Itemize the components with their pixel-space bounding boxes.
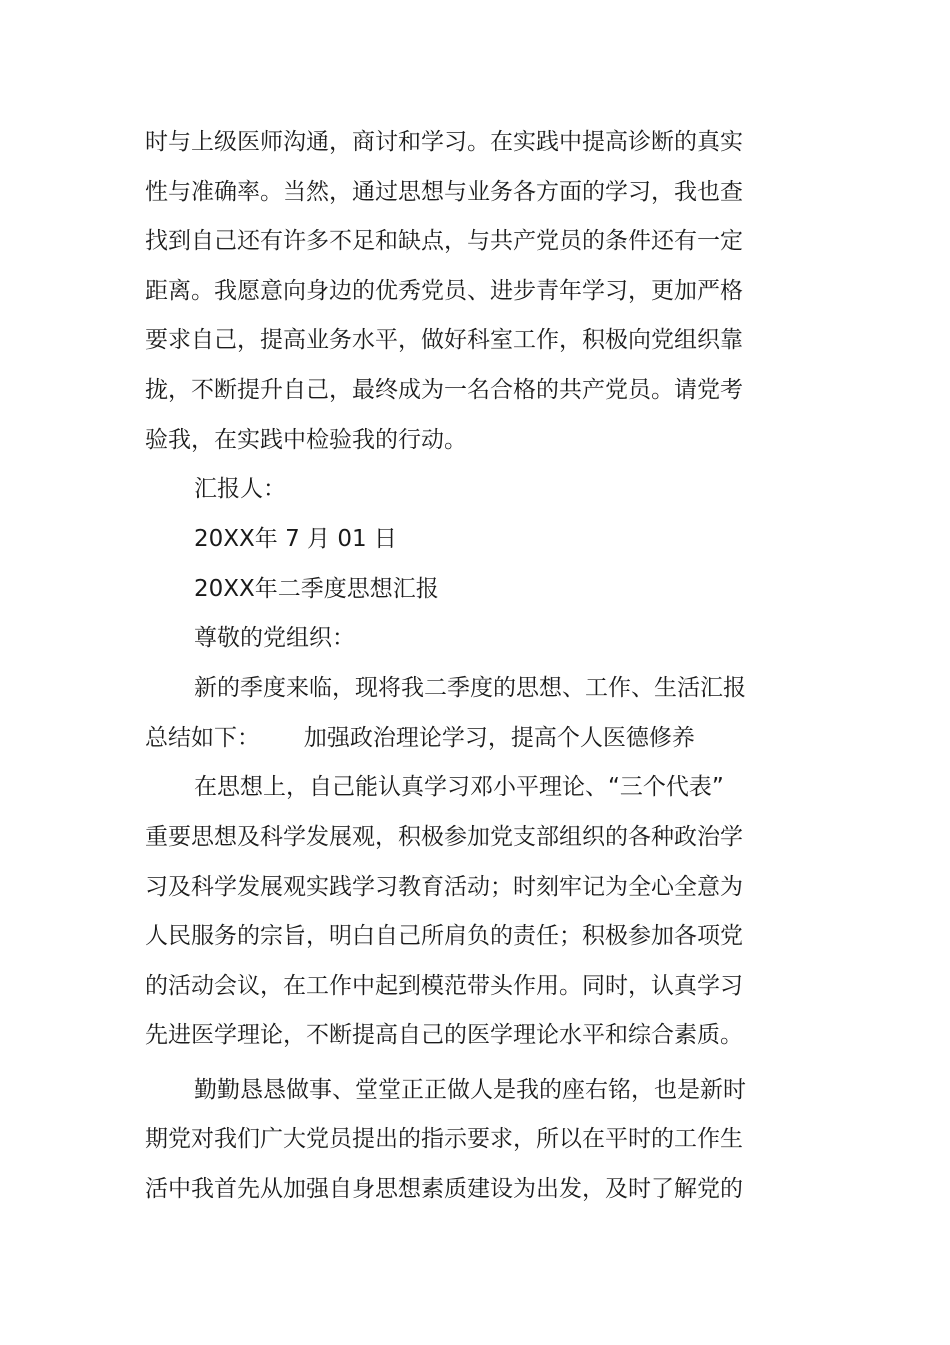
salutation: 尊敬的党组织： [194, 625, 355, 651]
report-title: 20XX年二季度思想汇报 [194, 576, 439, 602]
body-text-line: 拢，不断提升自己，最终成为一名合格的共产党员。请党考 [145, 377, 743, 403]
body-text-line: 重要思想及科学发展观，积极参加党支部组织的各种政治学 [145, 824, 743, 850]
body-text-line: 勤勤恳恳做事、堂堂正正做人是我的座右铭，也是新时 [194, 1077, 746, 1103]
body-text-line: 验我，在实践中检验我的行动。 [145, 427, 467, 453]
body-text-line: 活中我首先从加强自身思想素质建设为出发，及时了解党的 [145, 1176, 743, 1202]
body-text-line: 期党对我们广大党员提出的指示要求，所以在平时的工作生 [145, 1126, 743, 1152]
body-text-line: 人民服务的宗旨，明白自己所肩负的责任；积极参加各项党 [145, 923, 743, 949]
body-text-line: 新的季度来临，现将我二季度的思想、工作、生活汇报 [194, 675, 746, 701]
body-text-line: 总结如下： 加强政治理论学习，提高个人医德修养 [145, 725, 695, 751]
body-text-line: 找到自己还有许多不足和缺点，与共产党员的条件还有一定 [145, 228, 743, 254]
body-text-line: 在思想上，自己能认真学习邓小平理论、“三个代表” [194, 774, 724, 800]
body-text-line: 要求自己，提高业务水平，做好科室工作，积极向党组织靠 [145, 327, 743, 353]
body-text-line: 的活动会议，在工作中起到模范带头作用。同时，认真学习 [145, 973, 743, 999]
reporter-label: 汇报人： [194, 476, 286, 502]
report-date: 20XX年 7 月 01 日 [194, 526, 397, 552]
body-text-line: 先进医学理论，不断提高自己的医学理论水平和综合素质。 [145, 1022, 743, 1048]
body-text-line: 距离。我愿意向身边的优秀党员、进步青年学习，更加严格 [145, 278, 743, 304]
body-text-line: 习及科学发展观实践学习教育活动；时刻牢记为全心全意为 [145, 874, 743, 900]
body-text-line: 性与准确率。当然，通过思想与业务各方面的学习，我也查 [145, 179, 743, 205]
body-text-line: 时与上级医师沟通，商讨和学习。在实践中提高诊断的真实 [145, 129, 743, 155]
